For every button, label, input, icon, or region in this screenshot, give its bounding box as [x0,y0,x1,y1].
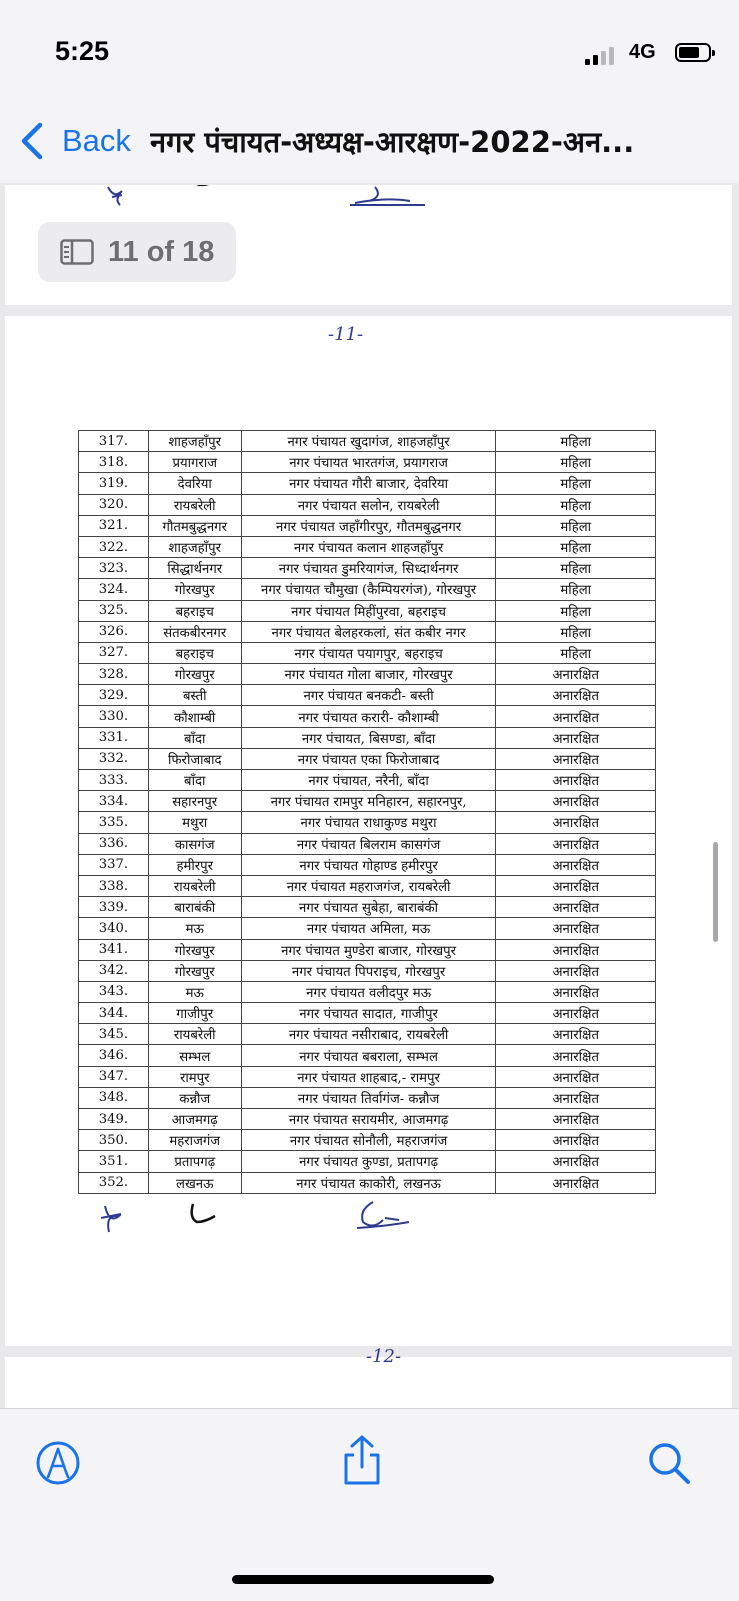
table-row [79,918,656,939]
row-district: बाँदा [148,727,241,748]
table-row [79,727,656,748]
table-row [79,600,656,621]
sidebar-icon [60,239,94,265]
row-category: अनारक्षित [496,833,656,854]
row-serial: 352. [79,1172,149,1193]
row-nagar-panchayat: नगर पंचायत खुदागंज, शाहजहाँपुर [241,431,496,452]
table-row [79,1024,656,1045]
row-district: गोरखपुर [148,579,241,600]
signature-marks [95,1198,435,1240]
document-title: नगर पंचायत-अध्यक्ष-आरक्षण-2022-अन... [150,125,635,159]
row-category: अनारक्षित [496,706,656,727]
row-serial: 342. [79,960,149,981]
row-district: रायबरेली [148,1024,241,1045]
row-nagar-panchayat: नगर पंचायत अमिला, मऊ [241,918,496,939]
table-row [79,515,656,536]
reservation-table [78,430,656,1194]
row-district: मथुरा [148,812,241,833]
row-serial: 329. [79,685,149,706]
row-nagar-panchayat: नगर पंचायत बबराला, सम्भल [241,1045,496,1066]
table-row [79,854,656,875]
battery-icon [675,43,711,62]
table-row [79,1151,656,1172]
row-district: गोरखपुर [148,939,241,960]
row-nagar-panchayat: नगर पंचायत वलीदपुर मऊ [241,981,496,1002]
row-category: महिला [496,515,656,536]
row-nagar-panchayat: नगर पंचायत, नरैनी, बाँदा [241,770,496,791]
row-serial: 322. [79,536,149,557]
scrollbar-thumb[interactable] [713,842,718,942]
row-nagar-panchayat: नगर पंचायत जहाँगीरपुर, गौतमबुद्धनगर [241,515,496,536]
row-nagar-panchayat: नगर पंचायत राधाकुण्ड मथुरा [241,812,496,833]
table-row [79,748,656,769]
table-row [79,960,656,981]
row-nagar-panchayat: नगर पंचायत डुमरियागंज, सिध्दार्थनगर [241,558,496,579]
row-category: महिला [496,600,656,621]
row-serial: 326. [79,621,149,642]
row-district: मऊ [148,981,241,1002]
row-category: महिला [496,642,656,663]
row-category: महिला [496,431,656,452]
table-row [79,812,656,833]
row-nagar-panchayat: नगर पंचायत सलोन, रायबरेली [241,494,496,515]
markup-pen-icon [34,1439,82,1487]
row-district: सिद्धार्थनगर [148,558,241,579]
row-serial: 328. [79,664,149,685]
row-category: महिला [496,494,656,515]
table-row [79,431,656,452]
row-category: अनारक्षित [496,1003,656,1024]
row-district: गौतमबुद्धनगर [148,515,241,536]
row-district: शाहजहाँपुर [148,536,241,557]
page-number-next: -12- [366,1346,402,1367]
row-serial: 339. [79,897,149,918]
share-icon [338,1433,386,1487]
row-nagar-panchayat: नगर पंचायत सुबेहा, बाराबंकी [241,897,496,918]
share-button[interactable] [338,1433,386,1481]
table-row [79,473,656,494]
row-category: अनारक्षित [496,1151,656,1172]
row-district: सहारनपुर [148,791,241,812]
row-serial: 335. [79,812,149,833]
table-row [79,1109,656,1130]
page-number-current: -11- [328,324,364,345]
table-row [79,939,656,960]
table-row [79,875,656,896]
row-district: प्रयागराज [148,452,241,473]
row-nagar-panchayat: नगर पंचायत कुण्डा, प्रतापगढ़ [241,1151,496,1172]
navigation-bar [0,100,739,183]
row-district: कासगंज [148,833,241,854]
row-serial: 320. [79,494,149,515]
row-serial: 319. [79,473,149,494]
home-indicator [232,1575,494,1584]
row-nagar-panchayat: नगर पंचायत पिपराइच, गोरखपुर [241,960,496,981]
search-icon [645,1439,693,1487]
table-row [79,1130,656,1151]
row-serial: 340. [79,918,149,939]
row-nagar-panchayat: नगर पंचायत रामपुर मनिहारन, सहारनपुर, [241,791,496,812]
table-row [79,664,656,685]
table-row [79,452,656,473]
row-district: प्रतापगढ़ [148,1151,241,1172]
row-category: अनारक्षित [496,770,656,791]
row-district: बाराबंकी [148,897,241,918]
row-serial: 341. [79,939,149,960]
table-row [79,621,656,642]
row-nagar-panchayat: नगर पंचायत बेलहरकलां, संत कबीर नगर [241,621,496,642]
row-serial: 336. [79,833,149,854]
row-serial: 318. [79,452,149,473]
row-district: बाँदा [148,770,241,791]
cellular-signal-icon [585,47,619,65]
row-serial: 333. [79,770,149,791]
row-category: अनारक्षित [496,897,656,918]
page-indicator[interactable] [38,222,236,282]
row-nagar-panchayat: नगर पंचायत काकोरी, लखनऊ [241,1172,496,1193]
row-serial: 351. [79,1151,149,1172]
table-row [79,685,656,706]
row-nagar-panchayat: नगर पंचायत सोनौली, महराजगंज [241,1130,496,1151]
row-nagar-panchayat: नगर पंचायत गोला बाजार, गोरखपुर [241,664,496,685]
row-nagar-panchayat: नगर पंचायत भारतगंज, प्रयागराज [241,452,496,473]
table-row [79,706,656,727]
row-district: बहराइच [148,642,241,663]
row-nagar-panchayat: नगर पंचायत मुण्डेरा बाजार, गोरखपुर [241,939,496,960]
row-nagar-panchayat: नगर पंचायत गौरी बाजार, देवरिया [241,473,496,494]
status-time: 5:25 [55,36,110,66]
row-nagar-panchayat: नगर पंचायत गोहाण्ड हमीरपुर [241,854,496,875]
row-district: गोरखपुर [148,664,241,685]
row-category: अनारक्षित [496,1066,656,1087]
row-district: रायबरेली [148,494,241,515]
row-category: महिला [496,579,656,600]
row-serial: 343. [79,981,149,1002]
row-category: अनारक्षित [496,854,656,875]
row-nagar-panchayat: नगर पंचायत चौमुखा (कैम्पियरगंज), गोरखपुर [241,579,496,600]
row-district: संतकबीरनगर [148,621,241,642]
table-row [79,833,656,854]
row-category: महिला [496,558,656,579]
table-row [79,1087,656,1108]
row-serial: 334. [79,791,149,812]
table-row [79,791,656,812]
markup-button[interactable] [34,1439,82,1487]
back-label: Back [62,123,131,158]
row-nagar-panchayat: नगर पंचायत एका फिरोजाबाद [241,748,496,769]
row-district: देवरिया [148,473,241,494]
row-nagar-panchayat: नगर पंचायत शाहबाद,- रामपुर [241,1066,496,1087]
row-category: अनारक्षित [496,664,656,685]
row-category: महिला [496,536,656,557]
row-district: रामपुर [148,1066,241,1087]
row-category: अनारक्षित [496,812,656,833]
row-district: मऊ [148,918,241,939]
row-district: महराजगंज [148,1130,241,1151]
row-category: अनारक्षित [496,1087,656,1108]
row-nagar-panchayat: नगर पंचायत मिहींपुरवा, बहराइच [241,600,496,621]
row-serial: 317. [79,431,149,452]
row-nagar-panchayat: नगर पंचायत करारी- कौशाम्बी [241,706,496,727]
row-category: अनारक्षित [496,1045,656,1066]
row-district: आजमगढ़ [148,1109,241,1130]
table-row [79,981,656,1002]
row-serial: 338. [79,875,149,896]
table-row [79,1066,656,1087]
row-category: अनारक्षित [496,748,656,769]
row-district: बहराइच [148,600,241,621]
page-indicator-label: 11 of 18 [108,235,215,268]
table-row [79,770,656,791]
row-district: फिरोजाबाद [148,748,241,769]
row-serial: 332. [79,748,149,769]
table-row [79,897,656,918]
row-category: अनारक्षित [496,1172,656,1193]
bottom-toolbar [0,1408,739,1601]
table-row [79,1045,656,1066]
row-category: अनारक्षित [496,1130,656,1151]
row-nagar-panchayat: नगर पंचायत कलान शाहजहाँपुर [241,536,496,557]
row-serial: 324. [79,579,149,600]
table-row [79,558,656,579]
row-serial: 331. [79,727,149,748]
status-bar [0,0,739,100]
row-nagar-panchayat: नगर पंचायत सादात, गाजीपुर [241,1003,496,1024]
row-category: अनारक्षित [496,918,656,939]
row-district: गोरखपुर [148,960,241,981]
row-district: रायबरेली [148,875,241,896]
search-button[interactable] [645,1439,693,1487]
row-nagar-panchayat: नगर पंचायत महराजगंज, रायबरेली [241,875,496,896]
row-category: अनारक्षित [496,939,656,960]
table-row [79,494,656,515]
row-district: शाहजहाँपुर [148,431,241,452]
row-serial: 330. [79,706,149,727]
row-category: महिला [496,621,656,642]
row-serial: 344. [79,1003,149,1024]
row-category: अनारक्षित [496,960,656,981]
table-row [79,536,656,557]
row-category: अनारक्षित [496,1024,656,1045]
row-category: महिला [496,473,656,494]
row-district: कन्नौज [148,1087,241,1108]
row-district: हमीरपुर [148,854,241,875]
row-district: लखनऊ [148,1172,241,1193]
row-nagar-panchayat: नगर पंचायत बनकटी- बस्ती [241,685,496,706]
row-serial: 327. [79,642,149,663]
row-serial: 345. [79,1024,149,1045]
row-district: गाजीपुर [148,1003,241,1024]
row-district: कौशाम्बी [148,706,241,727]
back-button[interactable] [18,120,131,162]
row-nagar-panchayat: नगर पंचायत तिर्वागंज- कन्नौज [241,1087,496,1108]
row-nagar-panchayat: नगर पंचायत पयागपुर, बहराइच [241,642,496,663]
row-category: महिला [496,452,656,473]
row-serial: 346. [79,1045,149,1066]
row-serial: 337. [79,854,149,875]
row-serial: 325. [79,600,149,621]
row-nagar-panchayat: नगर पंचायत सरायमीर, आजमगढ़ [241,1109,496,1130]
table-row [79,579,656,600]
row-district: बस्ती [148,685,241,706]
row-serial: 349. [79,1109,149,1130]
row-category: अनारक्षित [496,791,656,812]
row-serial: 323. [79,558,149,579]
row-district: सम्भल [148,1045,241,1066]
row-category: अनारक्षित [496,875,656,896]
row-category: अनारक्षित [496,1109,656,1130]
row-serial: 321. [79,515,149,536]
chevron-left-icon [18,121,46,161]
row-category: अनारक्षित [496,727,656,748]
row-nagar-panchayat: नगर पंचायत बिलराम कासगंज [241,833,496,854]
table-row [79,1172,656,1193]
row-nagar-panchayat: नगर पंचायत नसीराबाद, रायबरेली [241,1024,496,1045]
network-type: 4G [629,41,656,63]
table-row [79,642,656,663]
row-serial: 350. [79,1130,149,1151]
row-serial: 348. [79,1087,149,1108]
table-row [79,1003,656,1024]
row-category: अनारक्षित [496,981,656,1002]
signature-marks [100,185,460,213]
row-serial: 347. [79,1066,149,1087]
row-nagar-panchayat: नगर पंचायत, बिसण्डा, बाँदा [241,727,496,748]
row-category: अनारक्षित [496,685,656,706]
